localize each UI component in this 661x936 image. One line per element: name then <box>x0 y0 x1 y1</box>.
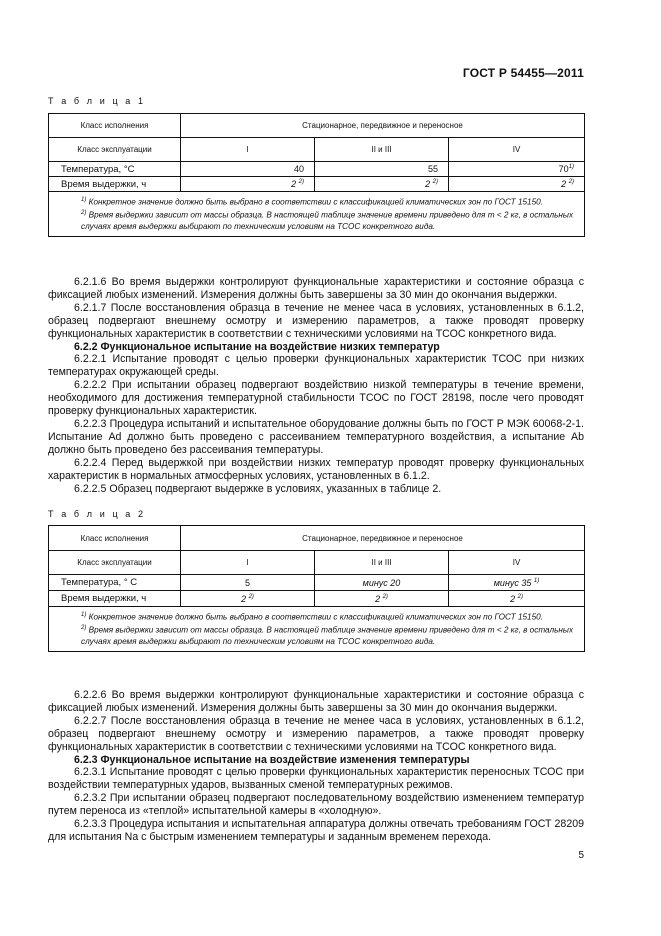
note-text: Конкретное значение должно быть выбрано в соответствии с классификацией климатических зон по ГОСТ 15150. <box>88 612 543 622</box>
value: 2 <box>241 593 247 604</box>
footnote-mark: 2) <box>81 625 87 632</box>
table-1-hold-2 <box>315 177 449 192</box>
table-2-notes-row <box>49 607 585 652</box>
table-2-class-label: Класс эксплуатации <box>49 551 181 575</box>
table-1-note-1 <box>57 195 576 208</box>
table-1-temp-2: 55 <box>315 162 449 177</box>
table-1 <box>48 113 585 237</box>
text-block-1 <box>48 276 584 495</box>
section-title: Функциональное испытание на воздействие низких температур <box>100 340 440 353</box>
table-1-class-label: Класс эксплуатации <box>49 138 181 162</box>
table-2-hold-row <box>49 591 585 607</box>
value: минус 35 <box>493 577 532 588</box>
footnote-mark: 2) <box>81 210 87 217</box>
table-1-temp-row <box>49 162 585 177</box>
table-2-class-row <box>49 551 585 575</box>
paragraph-6-2-2-7: 6.2.2.7 После восстановления образца в течение не менее часа в условиях, установленных в 6.1.2, образец подвергают внешнему осмотру и измерению параметров, а также проводят проверку функциональных характеристик в соответствии с техническими условиями на ТСОС конкретного вида. <box>48 714 584 753</box>
table-2-temp-row <box>49 575 585 591</box>
table-2-span-head: Стационарное, передвижное и переносное <box>181 526 585 551</box>
table-1-hold-3 <box>449 177 585 192</box>
text-block-2 <box>48 689 584 844</box>
footnote-mark: 2) <box>517 593 523 600</box>
table-2-class-1: I <box>181 551 315 575</box>
table-1-class-3: IV <box>449 138 585 162</box>
value: 70 <box>558 164 569 174</box>
table-2-hold-1 <box>181 591 315 607</box>
value: 2 <box>510 593 516 604</box>
note-text: Время выдержки зависит от массы образца. В настоящей таблице значение времени приведено для m < 2 кг, в остальных случаях время выдержки выбирают по техническим условиям на ТСОС конкретного вида. <box>81 625 574 647</box>
table-2-hold-2 <box>315 591 449 607</box>
table-1-temp-label: Температура, °С <box>49 162 181 177</box>
table-2-col-head: Класс исполнения <box>49 526 181 551</box>
table-1-header-row <box>49 114 585 138</box>
footnote-mark: 1) <box>81 612 87 618</box>
table-2-temp-label: Температура, ° С <box>49 575 181 591</box>
table-1-span-head: Стационарное, передвижное и переносное <box>181 114 585 138</box>
table-2-note-2 <box>57 623 576 648</box>
table-1-class-1: I <box>181 138 315 162</box>
table-2-class-3: IV <box>449 551 585 575</box>
paragraph-6-2-2-4: 6.2.2.4 Перед выдержкой при воздействии низких температур проводят проверку функциональных характеристик в нормальных атмосферных условиях, установленных в 6.1.2. <box>48 456 584 482</box>
paragraph-6-2-3-1: 6.2.3.1 Испытание проводят с целью проверки функциональных характеристик переносных ТСОС при воздействии температурных ударов, вызванных сменой температурных режимов. <box>48 766 584 792</box>
paragraph-6-2-2-3: 6.2.2.3 Процедура испытаний и испытательное оборудование должны быть по ГОСТ Р МЭК 60068-2-1. Испытание Ad должно быть проведено с рассеиванием температурного воздействия, а испытание Ab должно быть проведено без рассеивания температуры. <box>48 417 584 456</box>
page-number: 5 <box>578 850 584 861</box>
table-2-header-row <box>49 526 585 551</box>
footnote-mark: 1) <box>81 197 87 203</box>
section-heading-6-2-3 <box>48 754 584 767</box>
value: 2 <box>375 593 381 604</box>
table-2-temp-2: минус 20 <box>315 575 449 591</box>
value: 2 <box>561 179 567 189</box>
note-text: Время выдержки зависит от массы образца. В настоящей таблице значение времени приведено для m < 2 кг, в остальных случаях время выдержки выбирают по техническим условиям на ТСОС конкретного вида. <box>81 210 574 232</box>
footnote-mark: 2) <box>432 179 438 185</box>
table-1-temp-3 <box>449 162 585 177</box>
table-1-col-head: Класс исполнения <box>49 114 181 138</box>
table-1-temp-1: 40 <box>181 162 315 177</box>
paragraph-6-2-2-6: 6.2.2.6 Во время выдержки контролируют функциональные характеристики и состояние образца с фиксацией любых изменений. Измерения должны быть завершены за 30 мин до окончания выдержки. <box>48 689 584 714</box>
table-2-hold-label: Время выдержки, ч <box>49 591 181 607</box>
table-2-caption: Т а б л и ц а 2 <box>48 509 146 519</box>
table-2 <box>48 525 585 652</box>
paragraph-6-2-2-5: 6.2.2.5 Образец подвергают выдержке в условиях, указанных в таблице 2. <box>74 482 442 495</box>
table-2-class-2: II и III <box>315 551 449 575</box>
document-code: ГОСТ Р 54455—2011 <box>462 66 584 80</box>
value: 2 <box>291 179 297 189</box>
section-title: Функциональное испытание на воздействие изменения температуры <box>100 753 470 766</box>
paragraph-6-2-1-6: 6.2.1.6 Во время выдержки контролируют функциональные характеристики и состояние образца с фиксацией любых изменений. Измерения должны быть завершены за 30 мин до окончания выдержки. <box>48 276 584 301</box>
section-number: 6.2.3 <box>74 753 98 766</box>
note-text: Конкретное значение должно быть выбрано в соответствии с классификацией климатических зон по ГОСТ 15150. <box>88 197 543 207</box>
section-number: 6.2.2 <box>74 340 98 353</box>
table-2-temp-1: 5 <box>181 575 315 591</box>
footnote-mark: 2) <box>568 179 575 185</box>
footnote-mark: 2) <box>382 593 388 600</box>
footnote-mark: 2) <box>248 593 254 600</box>
table-1-class-row <box>49 138 585 162</box>
section-heading-6-2-2 <box>48 341 584 354</box>
footnote-mark: 1) <box>533 577 540 584</box>
table-1-class-2: II и III <box>315 138 449 162</box>
table-1-note-2 <box>57 208 576 233</box>
footnote-mark: 1) <box>568 164 575 170</box>
paragraph-6-2-2-2: 6.2.2.2 При испытании образец подвергают воздействию низкой температуры в течение времени, необходимого для достижения температурной стабильности ТСОС по ГОСТ 28198, после чего проводят проверку функциональных характеристик. <box>48 379 584 418</box>
table-1-hold-label: Время выдержки, ч <box>49 177 181 192</box>
table-2-note-1 <box>57 610 576 623</box>
table-2-hold-3 <box>449 591 585 607</box>
table-2-notes <box>49 607 585 652</box>
table-2-temp-3 <box>449 575 585 591</box>
value: 2 <box>425 179 431 189</box>
paragraph-6-2-1-7: 6.2.1.7 После восстановления образца в течение не менее часа в условиях, установленных в 6.1.2, образец подвергают внешнему осмотру и измерению параметров, а также проводят проверку функциональных характеристик в соответствии с техническими условиями на ТСОС конкретного вида. <box>48 301 584 340</box>
table-1-hold-1 <box>181 177 315 192</box>
paragraph-6-2-3-3: 6.2.3.3 Процедура испытания и испытательная аппаратура должны отвечать требованиям ГОСТ 28209 для испытания Na с быстрым изменением температуры и заданным временем перехода. <box>48 818 584 843</box>
table-1-caption: Т а б л и ц а 1 <box>48 96 146 106</box>
table-1-notes <box>49 192 585 237</box>
footnote-mark: 2) <box>298 179 304 185</box>
paragraph-6-2-2-1: 6.2.2.1 Испытание проводят с целью проверки функциональных характеристик ТСОС при низких температурах окружающей среды. <box>48 353 584 379</box>
paragraph-6-2-3-2: 6.2.3.2 При испытании образец подвергают последовательному воздействию изменением температур путем переноса из «теплой» испытательной камеры в «холодную». <box>48 792 584 818</box>
table-1-notes-row <box>49 192 585 237</box>
table-1-hold-row <box>49 177 585 192</box>
